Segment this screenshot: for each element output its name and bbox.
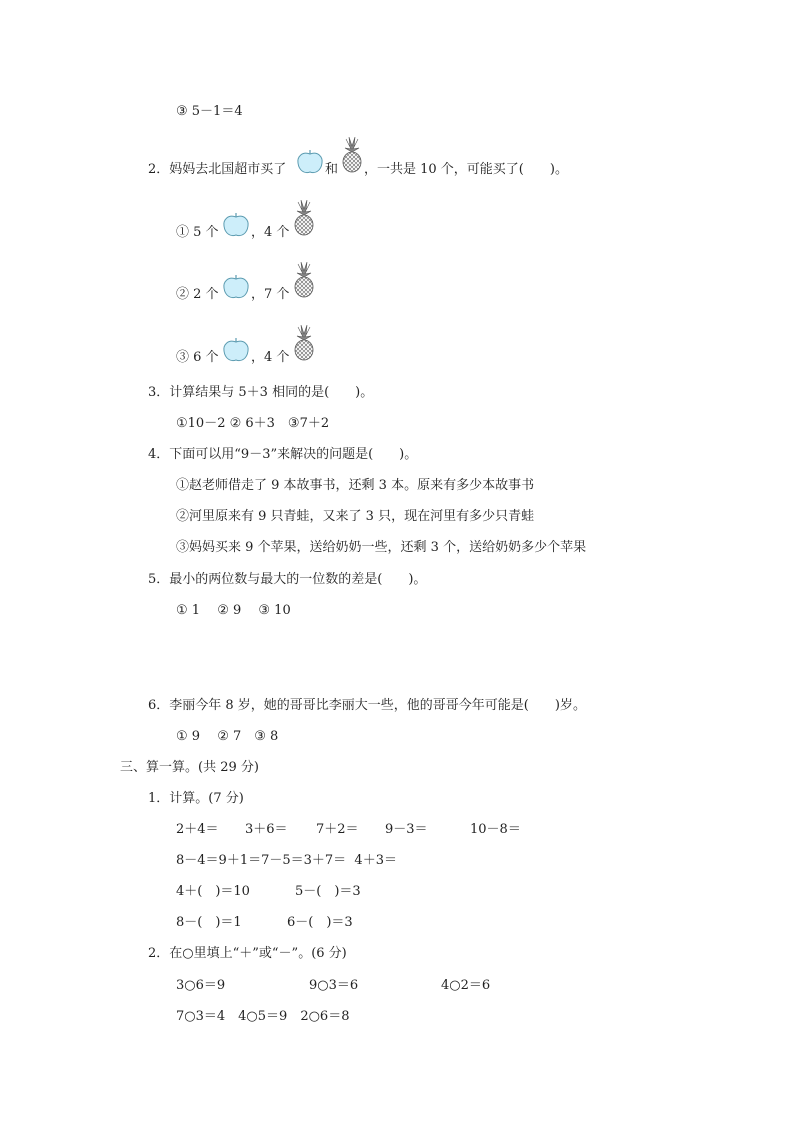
calc-item: 5－( )＝3 bbox=[295, 884, 361, 899]
apple-icon bbox=[222, 337, 250, 363]
q2-option-1-a: ① 5 个 bbox=[176, 225, 219, 240]
calc-item: 7＋2＝ bbox=[316, 822, 359, 837]
pineapple-icon bbox=[292, 200, 316, 236]
q6-options: ① 9 ② 7 ③ 8 bbox=[176, 729, 279, 744]
fill-sign-item: 3○6＝9 bbox=[176, 978, 226, 993]
calc-item: 6－( )＝3 bbox=[287, 915, 353, 930]
calc-item: 9－3＝ bbox=[385, 822, 428, 837]
calc-item: 3＋6＝ bbox=[245, 822, 288, 837]
q2-option-3-a: ③ 6 个 bbox=[176, 350, 219, 365]
q5-stem: 5．最小的两位数与最大的一位数的差是( )。 bbox=[148, 572, 427, 587]
q2-stem-a: 2．妈妈去北国超市买了 bbox=[148, 162, 287, 177]
q6-stem: 6．李丽今年 8 岁，她的哥哥比李丽大一些，他的哥哥今年可能是( )岁。 bbox=[148, 698, 586, 713]
section-3-title: 三、算一算。(共 29 分) bbox=[120, 760, 259, 775]
fill-sign-row-2: 7○3＝4 4○5＝9 2○6＝8 bbox=[176, 1009, 350, 1024]
q2-option-2-b: ，7 个 bbox=[251, 287, 290, 302]
q4-option-1: ①赵老师借走了 9 本故事书，还剩 3 本。原来有多少本故事书 bbox=[176, 478, 535, 493]
pineapple-icon bbox=[292, 325, 316, 361]
pineapple-icon bbox=[292, 262, 316, 298]
calc-row-2: 8－4＝9＋1＝7－5＝3＋7＝ 4＋3＝ bbox=[176, 853, 397, 868]
q2-stem-b: 和 bbox=[325, 162, 339, 177]
q4-option-3: ③妈妈买来 9 个苹果，送给奶奶一些，还剩 3 个，送给奶奶多少个苹果 bbox=[176, 540, 587, 555]
q3-stem: 3．计算结果与 5＋3 相同的是( )。 bbox=[148, 385, 374, 400]
q2-option-3-b: ，4 个 bbox=[251, 350, 290, 365]
section-3-part-2-title: 2．在○里填上“＋”或“－”。(6 分) bbox=[148, 946, 347, 961]
q5-options: ① 1 ② 9 ③ 10 bbox=[176, 603, 291, 618]
q4-option-2: ②河里原来有 9 只青蛙，又来了 3 只，现在河里有多少只青蛙 bbox=[176, 509, 535, 524]
q3-options: ①10－2 ② 6＋3 ③7＋2 bbox=[176, 416, 330, 431]
q4-stem: 4．下面可以用“9－3”来解决的问题是( )。 bbox=[148, 447, 418, 462]
apple-icon bbox=[222, 274, 250, 300]
pineapple-icon bbox=[340, 137, 364, 173]
section-3-part-1-title: 1．计算。(7 分) bbox=[148, 791, 244, 806]
q1-option-3: ③ 5－1＝4 bbox=[176, 104, 243, 119]
apple-icon bbox=[296, 149, 324, 175]
q2-option-1-b: ，4 个 bbox=[251, 225, 290, 240]
fill-sign-item: 9○3＝6 bbox=[309, 978, 359, 993]
calc-item: 10－8＝ bbox=[470, 822, 521, 837]
q2-stem-c: ，一共是 10 个，可能买了( )。 bbox=[364, 162, 568, 177]
calc-item: 4＋( )＝10 bbox=[176, 884, 250, 899]
apple-icon bbox=[222, 212, 250, 238]
calc-item: 8－( )＝1 bbox=[176, 915, 242, 930]
q2-option-2-a: ② 2 个 bbox=[176, 287, 219, 302]
calc-item: 2＋4＝ bbox=[176, 822, 219, 837]
fill-sign-item: 4○2＝6 bbox=[441, 978, 491, 993]
